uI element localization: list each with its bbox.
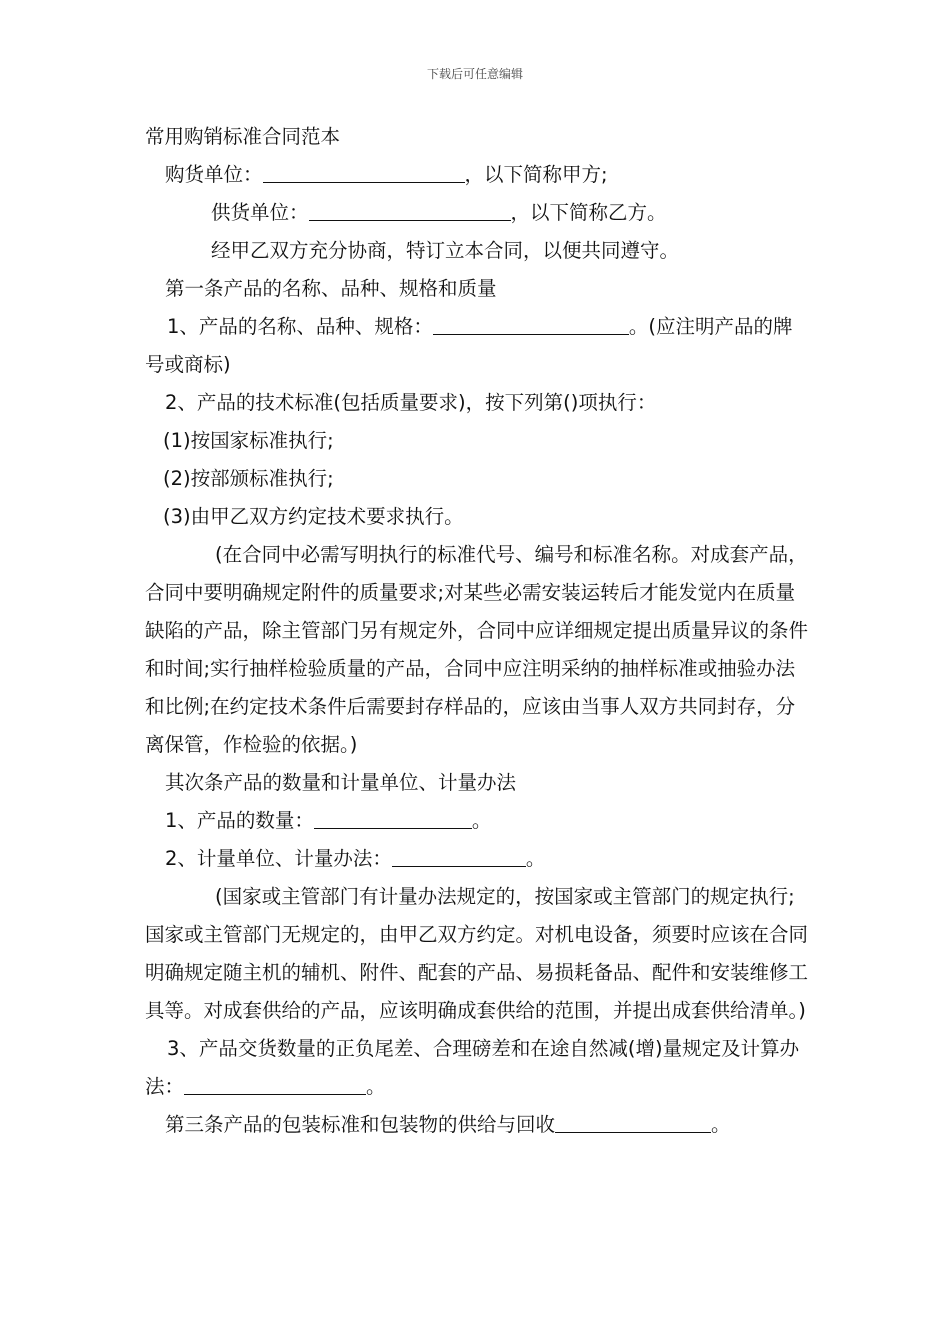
article1-heading: 第一条产品的名称、品种、规格和质量	[165, 277, 497, 300]
buyer-blank[interactable]	[263, 160, 465, 183]
tolerance-blank[interactable]	[184, 1072, 366, 1095]
contract-title: 常用购销标准合同范本	[145, 125, 341, 148]
article2-heading: 其次条产品的数量和计量单位、计量办法	[165, 771, 517, 794]
article1-item2: 2、产品的技术标准(包括质量要求)，按下列第()项执行：	[165, 391, 657, 414]
article1-option2: (2)按部颁标准执行;	[163, 467, 334, 490]
product-name-blank[interactable]	[433, 312, 629, 335]
packaging-blank[interactable]	[555, 1110, 711, 1133]
buyer-line: 购货单位： ，以下简称甲方;	[145, 156, 810, 194]
intro-paragraph: 经甲乙双方充分协商，特订立本合同，以便共同遵守。	[211, 239, 680, 262]
contract-body	[145, 118, 810, 1144]
article1-option3: (3)由甲乙双方约定技术要求执行。	[163, 505, 464, 528]
measure-method-blank[interactable]	[392, 844, 526, 867]
article3-line: 第三条产品的包装标准和包装物的供给与回收 。	[145, 1106, 810, 1144]
page-header: 下载后可任意编辑	[426, 67, 523, 81]
quantity-blank[interactable]	[314, 806, 472, 829]
article1-option1: (1)按国家标准执行;	[163, 429, 334, 452]
article1-note: (在合同中必需写明执行的标准代号、编号和标准名称。对成套产品，合同中要明确规定附件的质量要求;对某些必需安装运转后才能发觉内在质量缺陷的产品，除主管部门另有规定外，合同中应详细规定提出质量异议的条件和时间;实行抽样检验质量的产品，合同中应注明采纳的抽样标准或抽验办法和比例;在约定技术条件后需要封存样品的，应该由当事人双方共同封存，分离保管，作检验的依据。)	[145, 543, 809, 756]
article1-item1: 1、产品的名称、品种、规格： 。(应注明产品的牌号或商标)	[145, 308, 810, 384]
article2-item2: 2、计量单位、计量办法： 。	[145, 840, 810, 878]
article2-note: (国家或主管部门有计量办法规定的，按国家或主管部门的规定执行;国家或主管部门无规定的，由甲乙双方约定。对机电设备，须要时应该在合同明确规定随主机的辅机、附件、配套的产品、易损耗备品、配件和安装维修工具等。对成套供给的产品，应该明确成套供给的范围，并提出成套供给清单。)	[145, 885, 809, 1022]
article2-item1: 1、产品的数量： 。	[145, 802, 810, 840]
article2-item3: 3、产品交货数量的正负尾差、合理磅差和在途自然减(增)量规定及计算办法： 。	[145, 1037, 800, 1098]
supplier-blank[interactable]	[309, 198, 511, 221]
supplier-line: 供货单位： ，以下简称乙方。	[145, 194, 810, 232]
